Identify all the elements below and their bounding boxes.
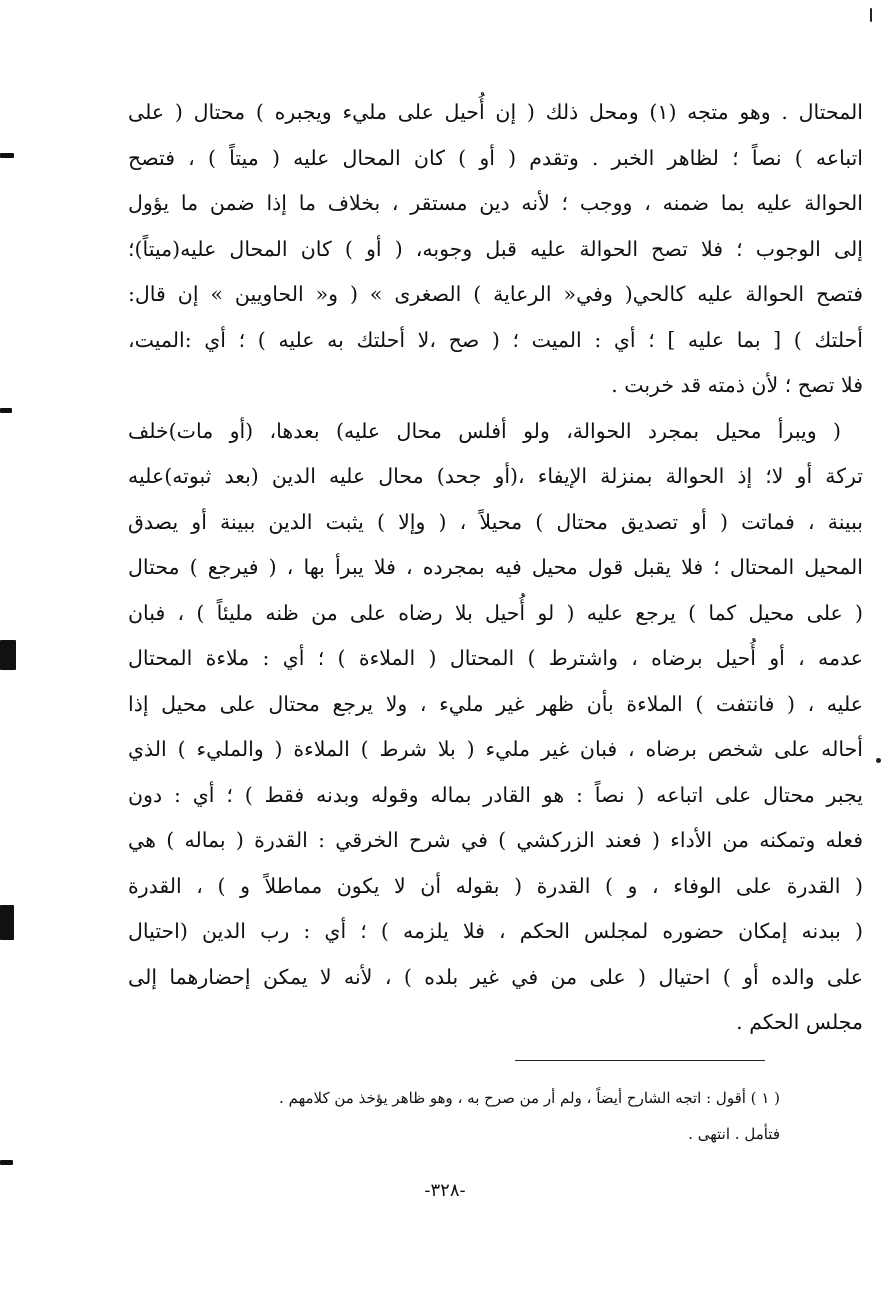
footnote-line: ( ١ ) أقول : اتجه الشارح أيضاً ، ولم أر من صرح به ، وهو ظاهر يؤخذ من كلامهم .: [279, 1089, 780, 1107]
main-text-block: [128, 90, 863, 1046]
scan-mark: [0, 640, 16, 670]
text-line: المحتال . وهو متجه (١) ومحل ذلك ( إن أُحيل على مليء ويجبره ) محتال ( على: [128, 100, 863, 124]
text-line: المحيل المحتال ؛ فلا يقبل قول محيل فيه بمجرده ، فلا يبرأ بها ، ( فيرجع ) محتال: [128, 555, 863, 579]
footnotes-block: [140, 1080, 780, 1152]
text-line: ( على محيل كما ) يرجع عليه ( لو أُحيل بلا رضاه على من ظنه مليئاً ) ، فبان: [128, 600, 863, 625]
text-line: عدمه ، أو أُحيل برضاه ، واشترط ) المحتال ( الملاءة ) ؛ أي : ملاءة المحتال: [128, 646, 863, 670]
scan-speck: [876, 758, 881, 763]
text-line: ( ويبرأ محيل بمجرد الحوالة، ولو أفلس محال عليه) بعدها، (أو مات)خلف: [128, 418, 841, 443]
page-number: -٣٢٨-: [424, 1180, 466, 1201]
text-line: أحلتك ) [ بما عليه ] ؛ أي : الميت ؛ ( صح ،لا أحلتك به عليه ) ؛ أي :الميت،: [128, 327, 863, 352]
scan-mark: [0, 153, 14, 158]
text-line: فتصح الحوالة عليه كالحي( وفي« الرعاية ) الصغرى » ( و« الحاويين » إن قال:: [128, 282, 863, 306]
text-line: يجبر محتال على اتباعه ( نصاً : هو القادر بماله وقوله وبدنه فقط ) ؛ أي : دون: [128, 782, 863, 807]
text-line: فعله وتمكنه من الأداء ( فعند الزركشي ) في شرح الخرقي : القدرة ( بماله ) هي: [128, 828, 863, 852]
text-line: اتباعه ) نصاً ؛ لظاهر الخبر . وتقدم ( أو ) كان المحال عليه ( ميتاً ) ، فتصح: [128, 145, 863, 170]
text-line: ( ببدنه إمكان حضوره لمجلس الحكم ، فلا يلزمه ) ؛ أي : رب الدين (احتيال: [128, 919, 863, 943]
text-line: عليه ، ( فانتفت ) الملاءة بأن ظهر غير مليء ، ولا يرجع محتال على محيل إذا: [128, 691, 863, 716]
text-line: مجلس الحكم .: [736, 1010, 863, 1034]
scan-mark: [0, 1160, 13, 1165]
text-line: ببينة ، فماتت ( أو تصديق محتال ) محيلاً ، ( وإلا ) يثبت الدين ببينة أو يصدق: [128, 509, 863, 534]
text-line: إلى الوجوب ؛ فلا تصح الحوالة عليه قبل وجوبه، ( أو ) كان المحال عليه(ميتاً)؛: [128, 236, 863, 261]
scan-mark: [0, 905, 14, 940]
text-line: أحاله على شخص برضاه ، فبان غير مليء ( بلا شرط ) الملاءة ( والمليء ) الذي: [128, 737, 863, 761]
footnote-line: فتأمل . انتهى .: [688, 1125, 780, 1143]
text-line: تركة أو لا؛ إذ الحوالة بمنزلة الإيفاء ،(أو جحد) محال عليه الدين (بعد ثبوته)عليه: [128, 464, 863, 488]
scan-mark: [0, 408, 12, 413]
text-line: فلا تصح ؛ لأن ذمته قد خربت .: [611, 373, 863, 397]
text-line: على والده أو ) احتيال ( على من في غير بلده ) ، لأنه لا يمكن إحضارهما إلى: [128, 964, 863, 989]
text-line: ( القدرة على الوفاء ، و ) القدرة ( بقوله أن لا يكون مماطلاً و ) ، القدرة: [128, 873, 863, 898]
text-line: الحوالة عليه بما ضمنه ، ووجب ؛ لأنه دين مستقر ، بخلاف ما إذا ضمن ما يؤول: [128, 191, 863, 215]
footnote-divider: [515, 1060, 765, 1061]
scan-speck: [870, 8, 872, 22]
